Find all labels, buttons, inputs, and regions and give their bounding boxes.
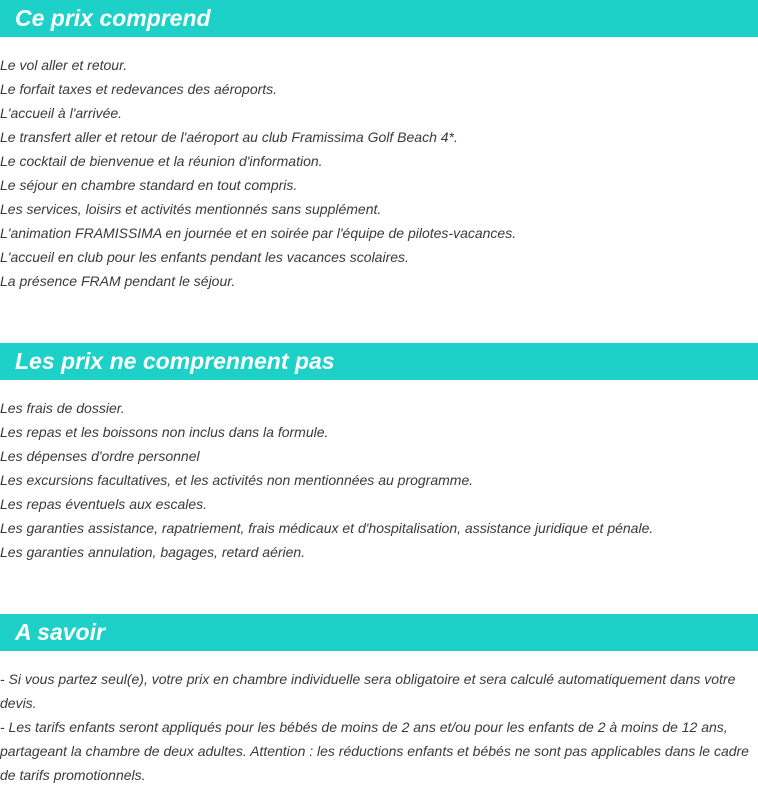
section-info bbox=[0, 614, 758, 787]
list-item: Le séjour en chambre standard en tout compris. bbox=[0, 177, 298, 193]
list-item: L'animation FRAMISSIMA en journée et en soirée par l'équipe de pilotes-vacances. bbox=[0, 225, 517, 241]
list-item: L'accueil à l'arrivée. bbox=[0, 105, 123, 121]
section-title-included: Ce prix comprend bbox=[0, 0, 758, 37]
list-item: Les repas et les boissons non inclus dans la formule. bbox=[0, 424, 329, 440]
section-included bbox=[0, 0, 758, 293]
list-item: Le forfait taxes et redevances des aéroports. bbox=[0, 81, 278, 97]
info-paragraph: - Si vous partez seul(e), votre prix en chambre individuelle sera obligatoire et sera calculé automatiquement dans votre devis. bbox=[0, 671, 736, 711]
info-paragraphs bbox=[0, 667, 758, 787]
included-list bbox=[0, 53, 758, 293]
list-item: Le vol aller et retour. bbox=[0, 57, 128, 73]
info-paragraph: - Les tarifs enfants seront appliqués pour les bébés de moins de 2 ans et/ou pour les enfants de 2 à moins de 12 ans, partageant la chambre de deux adultes. Attention : les réductions enfants et bébés ne sont pas applicables dans le cadre de tarifs promotionnels. bbox=[0, 719, 749, 783]
list-item: Les frais de dossier. bbox=[0, 400, 125, 416]
list-item: Le cocktail de bienvenue et la réunion d'information. bbox=[0, 153, 323, 169]
list-item: Le transfert aller et retour de l'aéroport au club Framissima Golf Beach 4*. bbox=[0, 129, 458, 145]
list-item: Les services, loisirs et activités mentionnés sans supplément. bbox=[0, 201, 382, 217]
list-item: Les excursions facultatives, et les activités non mentionnées au programme. bbox=[0, 472, 474, 488]
list-item: Les garanties assistance, rapatriement, frais médicaux et d'hospitalisation, assistance juridique et pénale. bbox=[0, 520, 654, 536]
list-item: Les dépenses d'ordre personnel bbox=[0, 448, 200, 464]
list-item: La présence FRAM pendant le séjour. bbox=[0, 273, 236, 289]
section-excluded bbox=[0, 343, 758, 564]
list-item: Les garanties annulation, bagages, retard aérien. bbox=[0, 544, 306, 560]
excluded-list bbox=[0, 396, 758, 564]
list-item: Les repas éventuels aux escales. bbox=[0, 496, 208, 512]
section-title-excluded: Les prix ne comprennent pas bbox=[0, 343, 758, 380]
section-title-info: A savoir bbox=[0, 614, 758, 651]
list-item: L'accueil en club pour les enfants pendant les vacances scolaires. bbox=[0, 249, 409, 265]
